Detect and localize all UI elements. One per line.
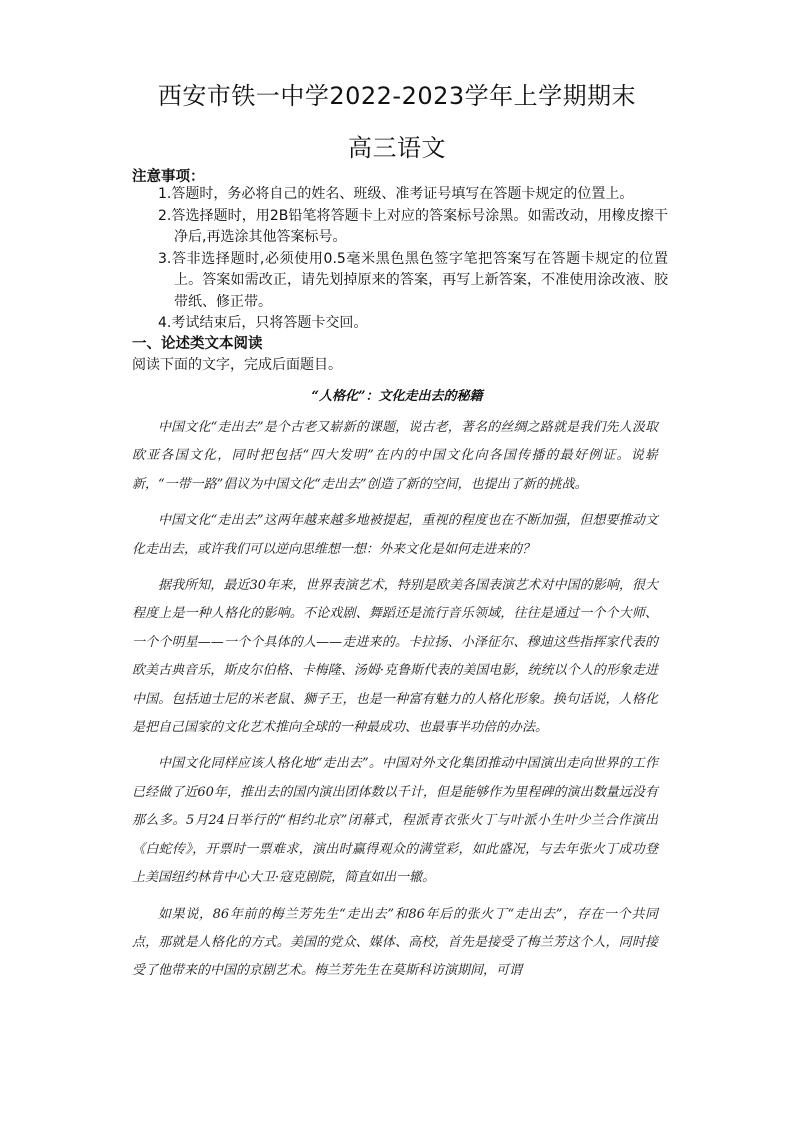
article-title: “人格化”：文化走出去的秘籍 <box>311 389 483 404</box>
document-subtitle: 高三语文 <box>348 134 446 162</box>
notes-heading: 注意事项： <box>132 169 205 185</box>
note-item: 1.答题时，务必将自己的姓名、班级、准考证号填写在答题卡规定的位置上。 <box>158 186 634 202</box>
note-item: 3.答非选择题时,必须使用0.5毫米黑色黑色签字笔把答案写在答题卡规定的位置上。答案如需改正，请先划掉原来的答案，再写上新答案，不准使用涂改液、胶带纸、修正带。 <box>158 250 668 310</box>
notes-list <box>158 184 668 335</box>
article-paragraph: 中国文化同样应该人格化地“走出去”。中国对外文化集团推动中国演出走向世界的工作已经做了近60年，推出去的国内演出团体数以千计，但是能够作为里程碑的演出数量远没有那么多。5月24日举行的“相约北京”闭幕式，程派青衣张火丁与叶派小生叶少兰合作演出《白蛇传》，开票时一票难求，演出时赢得观众的满堂彩，如此盛况，与去年张火丁成功登上美国纽约林肯中心大卫·寇克剧院，简直如出一辙。 <box>132 756 658 886</box>
article-body <box>132 414 658 994</box>
note-item: 2.答选择题时，用2B铅笔将答题卡上对应的答案标号涂黑。如需改动，用橡皮擦干净后,再选涂其他答案标号。 <box>158 207 668 245</box>
article-paragraph: 如果说，86年前的梅兰芳先生“走出去”和86年后的张火丁“走出去”，存在一个共同点，那就是人格化的方式。美国的党众、媒体、高校，首先是接受了梅兰芳这个人，同时接受了他带来的中国的京剧艺术。梅兰芳先生在莫斯科访演期间，可谓 <box>132 906 658 979</box>
document-title: 西安市铁一中学2022-2023学年上学期期末 <box>157 82 637 110</box>
note-item: 4.考试结束后，只将答题卡交回。 <box>158 315 368 331</box>
article-paragraph: 中国文化“走出去”这两年越来越多地被提起，重视的程度也在不断加强，但想要推动文化走出去，或许我们可以逆向思维想一想：外来文化是如何走进来的？ <box>132 513 658 557</box>
article-paragraph: 中国文化“走出去”是个古老又崭新的课题，说古老，著名的丝绸之路就是我们先人汲取欧亚各国文化，同时把包括“四大发明”在内的中国文化向各国传播的最好例证。说崭新，“一带一路”倡议为中国文化“走出去”创造了新的空间，也提出了新的挑战。 <box>132 420 658 492</box>
section-heading: 一、论述类文本阅读 <box>132 336 263 352</box>
section-instruction: 阅读下面的文字，完成后面题目。 <box>132 357 342 373</box>
article-paragraph: 据我所知，最近30年来，世界表演艺术，特别是欧美各国表演艺术对中国的影响，很大程度上是一种人格化的影响。不论戏剧、舞蹈还是流行音乐领域，往往是通过一个个大师、一个个明星——一个个具体的人——走进来的。卡拉扬、小泽征尔、穆迪这些指挥家代表的欧美古典音乐，斯皮尔伯格、卡梅隆、汤姆·克鲁斯代表的美国电影，统统以个人的形象走进中国。包括迪士尼的米老鼠、狮子王，也是一种富有魅力的人格化形象。换句话说，人格化是把自己国家的文化艺术推向全球的一种最成功、也最事半功倍的办法。 <box>132 578 658 736</box>
